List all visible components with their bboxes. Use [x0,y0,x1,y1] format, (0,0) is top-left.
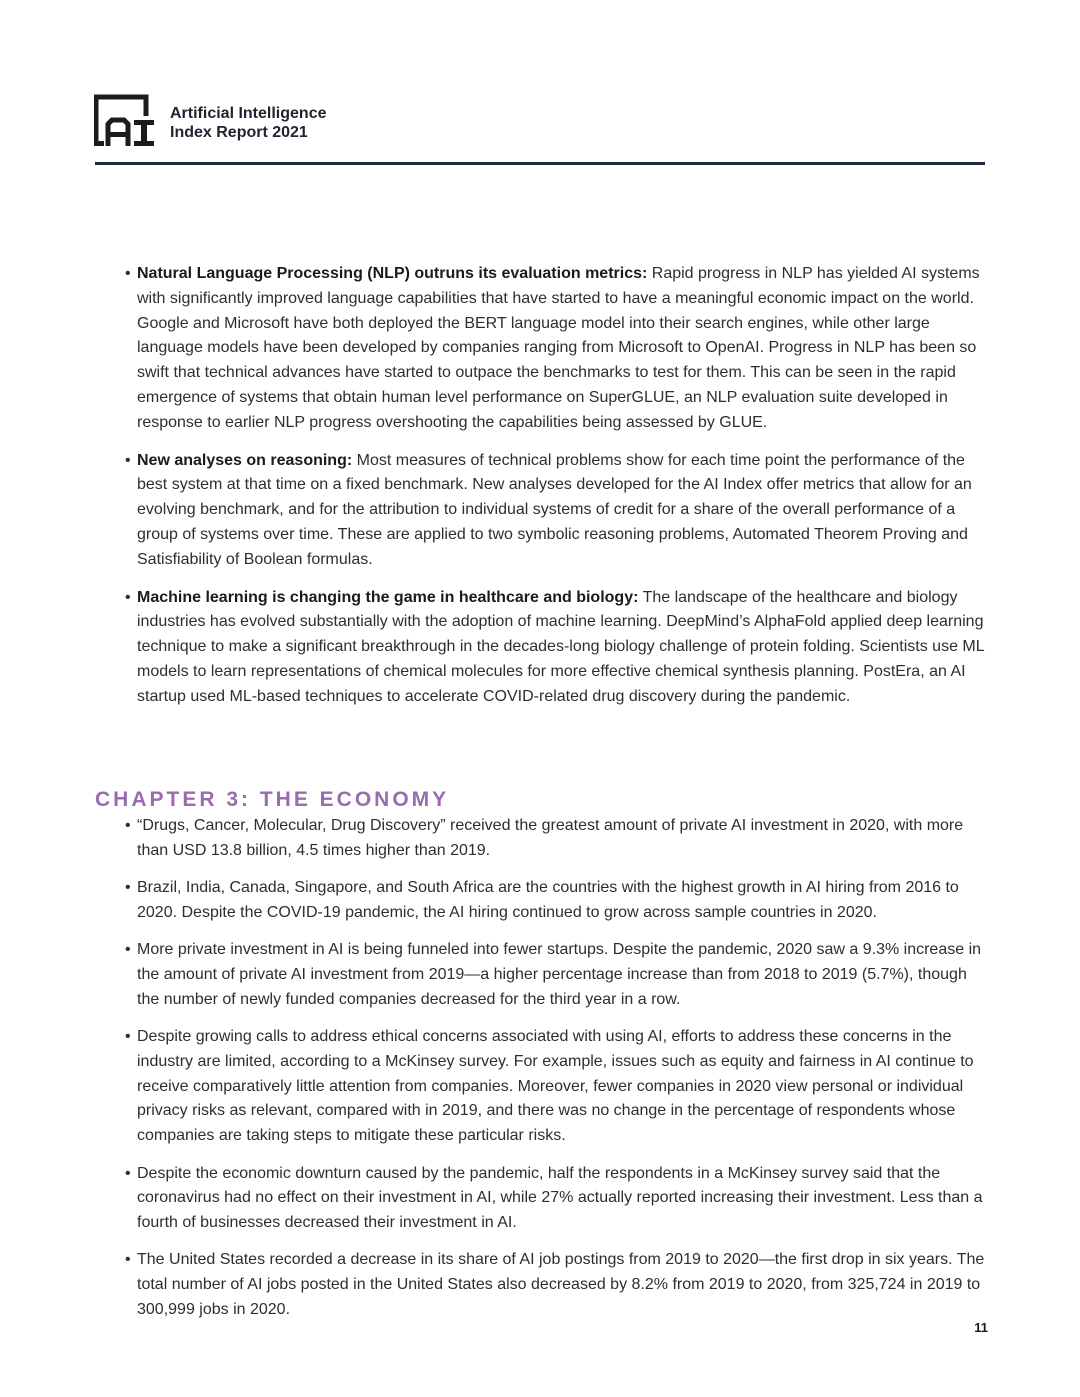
bullet-lead: Natural Language Processing (NLP) outruns its evaluation metrics: [137,265,648,282]
bullet-lead: Machine learning is changing the game in healthcare and biology: [137,588,639,606]
list-item [124,262,986,436]
bullet-body: Most measures of technical problems show for each time point the performance of the best system at that time on a fixed benchmark. New analyses developed for the AI Index offer metrics that allow for an evolving benchmark, and for the attribution to individual systems of credit for a share of the overall performance of a group of systems over time. These are applied to two symbolic reasoning problems, Automated Theorem Proving and Satisfiability of Boolean formulas. [137,451,972,568]
list-item [124,586,986,710]
report-title-line1: Artificial Intelligence [170,105,327,122]
list-item [124,449,986,573]
list-item: • Despite the economic downturn caused by the pandemic, half the respondents in a McKinsey survey said that the coronavirus had no effect on their investment in AI, while 27% actually reported increasing their investment. Less than a fourth of businesses decreased their investment in AI. [124,1162,986,1236]
ai-index-logo [94,94,156,148]
technical-highlights-list [124,262,986,723]
bullet-body: The landscape of the healthcare and biology industries has evolved substantially with the adoption of machine learning. DeepMind’s AlphaFold applied deep learning technique to make a significant breakthrough in the decades-long biology challenge of protein folding. Scientists use ML models to learn representations of chemical molecules for more effective chemical synthesis planning. PostEra, an AI startup used ML-based techniques to accelerate COVID-related drug discovery during the pandemic. [137,588,985,705]
list-item: • Despite growing calls to address ethical concerns associated with using AI, efforts to address these concerns in the industry are limited, according to a McKinsey survey. For example, issues such as equity and fairness in AI continue to receive comparatively little attention from companies. Moreover, fewer companies in 2020 view personal or individual privacy risks as relevant, compared with in 2019, and there was no change in the percentage of respondents whose companies are taking steps to mitigate these particular risks. [124,1025,986,1149]
list-item: • More private investment in AI is being funneled into fewer startups. Despite the pandemic, 2020 saw a 9.3% increase in the amount of private AI investment from 2019—a higher percentage increase than from 2018 to 2019 (5.7%), though the number of newly funded companies decreased for the third year in a row. [124,938,986,1012]
list-item: • Brazil, India, Canada, Singapore, and South Africa are the countries with the highest growth in AI hiring from 2016 to 2020. Despite the COVID-19 pandemic, the AI hiring continued to grow across sample countries in 2020. [124,876,986,926]
report-title-line2: Index Report 2021 [170,124,308,141]
chapter-heading: CHAPTER 3: THE ECONOMY [95,788,450,811]
page-number: 11 [974,1320,988,1335]
header-divider [95,162,985,165]
bullet-body: Rapid progress in NLP has yielded AI systems with significantly improved language capabilities that have started to have a meaningful economic impact on the world. Google and Microsoft have both deployed the BERT language model into their search engines, while other large language models have been developed by companies ranging from Microsoft to OpenAI. Progress in NLP has been so swift that technical advances have started to outpace the benchmarks to test for them. This can be seen in the rapid emergence of systems that obtain human level performance on SuperGLUE, an NLP evaluation suite developed in response to earlier NLP progress overshooting the capabilities being assessed by GLUE. [137,265,980,431]
report-header [94,94,326,148]
economy-highlights-list [124,814,986,1335]
list-item: • The United States recorded a decrease in its share of AI job postings from 2019 to 2020—the first drop in six years. The total number of AI jobs posted in the United States also decreased by 8.2% from 2019 to 2020, from 325,724 in 2019 to 300,999 jobs in 2020. [124,1248,986,1322]
bullet-lead: New analyses on reasoning: [137,451,353,469]
list-item: • “Drugs, Cancer, Molecular, Drug Discovery” received the greatest amount of private AI investment in 2020, with more than USD 13.8 billion, 4.5 times higher than 2019. [124,814,986,864]
report-title [170,100,326,142]
